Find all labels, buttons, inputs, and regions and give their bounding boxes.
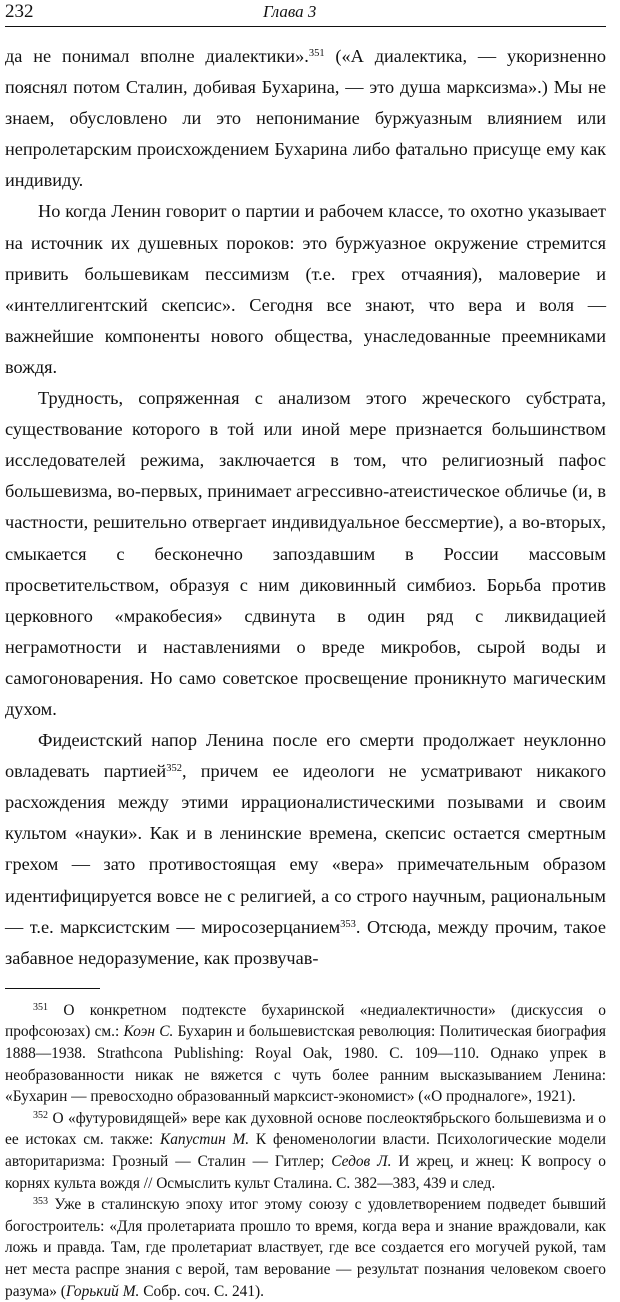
cited-author: Горький М. [65,1282,140,1300]
paragraph-1: да не понимал вполне диалектики».$^{351}$ («А диалектика, — укоризненно пояснял потом Сталин, добивая Бухарина, — это душа марксизма».) Мы не знаем, обусловлено ли это непонимание буржуазным влиянием или непролетарским происхождением Бухарина либо фатально присуще ему как индивиду. [5,46,606,191]
paragraph-4: Фидеистский напор Ленина после его смерти продолжает неуклонно овладевать партией$^{352}$, причем ее идеологи не усматривают никакого расхождения между этими иррационалистическими позывами и своим культом «науки». Как и в ленинские времена, скепсис остается смертным грехом — зато противостоящая ему «вера» примечательным образом идентифицируется вовсе не с религией, а со строго научным, рациональным — т.е. марксистским — миросозерцанием$^{353}$. Отсюда, между прочим, такое забавное недоразумение, как прозвучав- [5,730,606,968]
footnote-number: 351 [33,1001,48,1013]
cited-author: Седов Л. [331,1152,392,1170]
page-number: 232 [5,1,34,22]
footnotes [5,1000,606,1302]
paragraph-3: Трудность, сопряженная с анализом этого жреческого субстрата, существование которого в той или иной мере признается большинством исследователей режима, заключается в том, что религиозный пафос большевизма, во-первых, принимает агрессивно-атеистическое обличье (и, в частности, решительно отвергает индивидуальное бессмертие), а во-вторых, смыкается с бесконечно запоздавшим в России массовым просветительством, образуя с ним диковинный симбиоз. Борьба против церковного «мракобесия» сдвинута в один ряд с ликвидацией неграмотности и наставлениями о вреде микробов, сырой воды и самогоноварения. Но само советское просвещение проникнуто магическим духом. [5,388,606,719]
footnote-351: $^{351}$ О конкретном подтексте бухаринской «недиалектичности» (дискуссия о профсоюзах) см.: Коэн С. Бухарин и большевистская революция: Политическая биография 1888—1938. Strathcona Publishing: Royal Oak, 1980. С. 109—110. Однако упрек в необразованности никак не вяжется с чуть более ранним высказыванием Ленина: «Бухарин — превосходно образованный марксист-экономист» («О продналоге», 1921). [5,1001,606,1106]
cited-author: Коэн С. [123,1023,174,1041]
footnote-number: 352 [33,1109,48,1121]
paragraph-2: Но когда Ленин говорит о партии и рабочем классе, то охотно указывает на источник их душевных пороков: это буржуазное окружение стремится привить большевикам пессимизм (т.е. грех отчаяния), маловерие и «интеллигентский скепсис». Сегодня все знают, что вера и воля — важнейшие компоненты нового общества, унаследованные преемниками вождя. [5,201,606,377]
header-rule [5,26,606,27]
main-text [5,41,606,974]
footnote-353: $^{353}$ Уже в сталинскую эпоху итог этому союзу с удовлетворением подведет бывший богостроитель: «Для пролетариата прошло то время, когда вера и знание враждовали, как ложь и правда. Там, где пролетариат властвует, где все создается его могучей рукой, там нет места распре знания с верой, там верование — результат познания человеком своего разума» (Горький М. Собр. соч. С. 241). [5,1196,606,1300]
footnote-ref-352: 352 [166,763,182,775]
footnote-ref-351: 351 [308,48,325,59]
footnote-number: 353 [33,1196,48,1208]
chapter-title: Глава 3 [263,2,317,21]
footnote-352: $^{352}$ О «футуровидящей» вере как духовной основе послеоктябрьского большевизма и о ее истоках см. также: Капустин М. К феноменологии власти. Психологические модели авторитаризма: Грозный — Сталин — Гитлер; Седов Л. И жрец, и жнец: К вопросу о корнях культа вождя // Осмыслить культ Сталина. С. 382—383, 439 и след. [5,1109,607,1192]
running-head [5,0,606,26]
footnote-ref-353: 353 [340,918,356,930]
cited-author: Капустин М. [159,1131,250,1149]
footnote-separator [5,988,100,989]
